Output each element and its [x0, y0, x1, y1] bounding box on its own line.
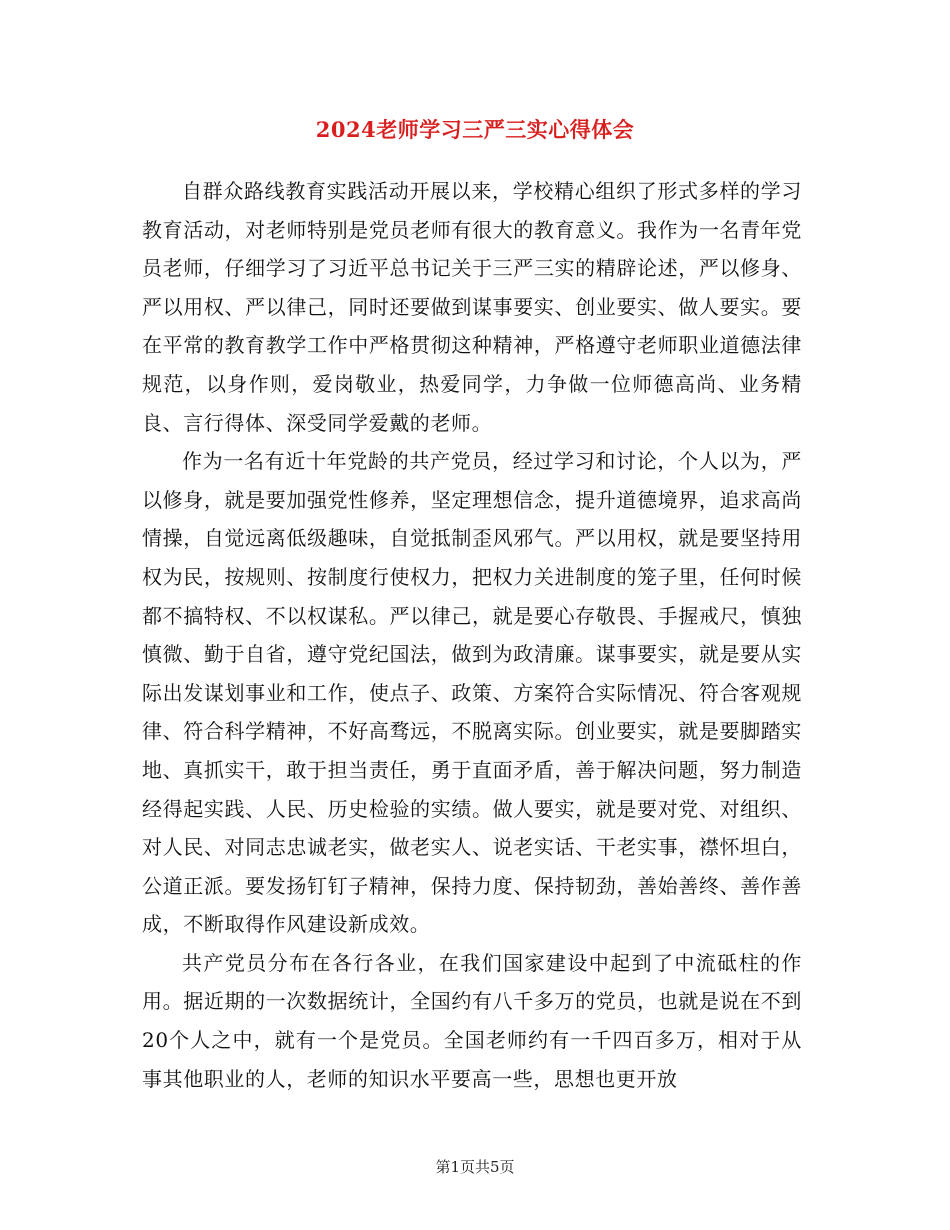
page-number-footer: 第1页共5页	[435, 1158, 515, 1176]
document-title: 2024老师学习三严三实心得体会	[315, 117, 635, 142]
document-body	[142, 172, 802, 1098]
paragraph-1: 自群众路线教育实践活动开展以来，学校精心组织了形式多样的学习教育活动，对老师特别是党员老师有很大的教育意义。我作为一名青年党员老师，仔细学习了习近平总书记关于三严三实的精辟论述，严以修身、严以用权、严以律己，同时还要做到谋事要实、创业要实、做人要实。要在平常的教育教学工作中严格贯彻这种精神，严格遵守老师职业道德法律规范，以身作则，爱岗敬业，热爱同学，力争做一位师德高尚、业务精良、言行得体、深受同学爱戴的老师。	[142, 179, 802, 435]
paragraph-2: 作为一名有近十年党龄的共产党员，经过学习和讨论，个人以为，严以修身，就是要加强党性修养，坚定理想信念，提升道德境界，追求高尚情操，自觉远离低级趣味，自觉抵制歪风邪气。严以用权，就是要坚持用权为民，按规则、按制度行使权力，把权力关进制度的笼子里，任何时候都不搞特权、不以权谋私。严以律己，就是要心存敬畏、手握戒尺，慎独慎微、勤于自省，遵守党纪国法，做到为政清廉。谋事要实，就是要从实际出发谋划事业和工作，使点子、政策、方案符合实际情况、符合客观规律、符合科学精神，不好高骛远，不脱离实际。创业要实，就是要脚踏实地、真抓实干，敢于担当责任，勇于直面矛盾，善于解决问题，努力制造经得起实践、人民、历史检验的实绩。做人要实，就是要对党、对组织、对人民、对同志忠诚老实，做老实人、说老实话、干老实事，襟怀坦白，公道正派。要发扬钉钉子精神，保持力度、保持韧劲，善始善终、善作善成，不断取得作风建设新成效。	[142, 449, 802, 937]
paragraph-3: 共产党员分布在各行各业，在我们国家建设中起到了中流砥柱的作用。据近期的一次数据统计，全国约有八千多万的党员，也就是说在不到20个人之中，就有一个是党员。全国老师约有一千四百多万，相对于从事其他职业的人，老师的知识水平要高一些，思想也更开放	[142, 950, 802, 1091]
